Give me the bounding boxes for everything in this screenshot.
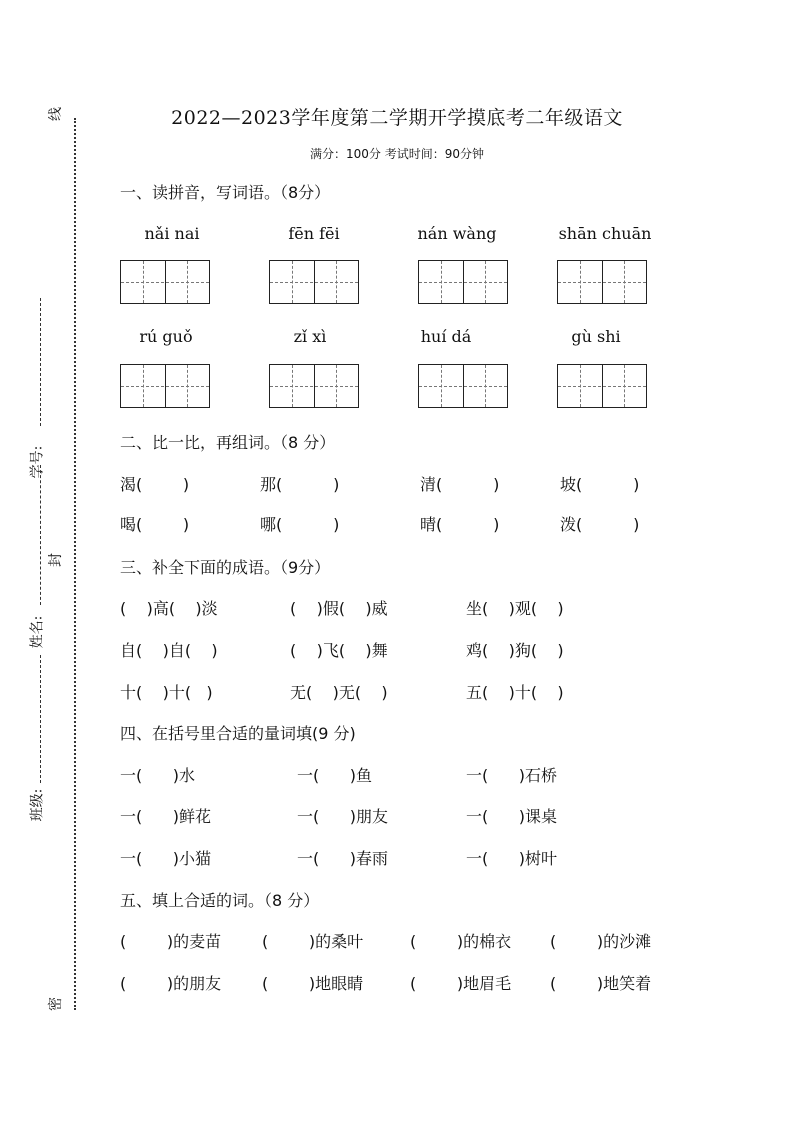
pinyin: rú guǒ [139, 327, 193, 346]
phrase-item[interactable]: ( )的棉衣 [410, 932, 512, 951]
exam-info: 满分：100分 考试时间：90分钟 [310, 147, 484, 161]
section-1-heading: 一、读拼音，写词语。（8分） [120, 183, 331, 202]
compare-item[interactable]: 坡( ) [560, 475, 640, 494]
pinyin: huí dá [420, 327, 472, 346]
phrase-item[interactable]: ( )地笑着 [550, 974, 652, 993]
section-2-heading: 二、比一比，再组词。（8 分） [120, 433, 336, 452]
section-3-heading: 三、补全下面的成语。（9分） [120, 558, 331, 577]
pinyin: shān chuān [558, 224, 652, 243]
compare-item[interactable]: 喝( ) [120, 515, 190, 534]
student-id-blank[interactable] [40, 298, 41, 426]
pinyin: fēn fēi [288, 224, 340, 243]
phrase-item[interactable]: ( )的朋友 [120, 974, 222, 993]
writing-grid[interactable] [557, 260, 647, 304]
measure-word-item[interactable]: 一( )春雨 [297, 849, 389, 868]
phrase-item[interactable]: ( )的麦苗 [120, 932, 222, 951]
pinyin: nǎi nai [144, 224, 200, 243]
phrase-item[interactable]: ( )地眉毛 [410, 974, 512, 993]
compare-item[interactable]: 泼( ) [560, 515, 640, 534]
measure-word-item[interactable]: 一( )树叶 [466, 849, 558, 868]
compare-item[interactable]: 晴( ) [420, 515, 500, 534]
phrase-item[interactable]: ( )的沙滩 [550, 932, 652, 951]
compare-item[interactable]: 渴( ) [120, 475, 190, 494]
idiom-item[interactable]: 无( )无( ) [290, 683, 388, 702]
pinyin: zǐ xì [293, 327, 327, 346]
measure-word-item[interactable]: 一( )水 [120, 766, 196, 785]
writing-grid[interactable] [557, 364, 647, 408]
writing-grid[interactable] [269, 260, 359, 304]
writing-grid[interactable] [120, 260, 210, 304]
phrase-item[interactable]: ( )的桑叶 [262, 932, 364, 951]
compare-item[interactable]: 清( ) [420, 475, 500, 494]
binding-label-mi: 密 [48, 997, 64, 1011]
measure-word-item[interactable]: 一( )小猫 [120, 849, 212, 868]
writing-grid[interactable] [418, 364, 508, 408]
class-label: 班级: [29, 788, 46, 822]
idiom-item[interactable]: 五( )十( ) [466, 683, 564, 702]
writing-grid[interactable] [120, 364, 210, 408]
binding-label-feng: 封 [48, 553, 64, 567]
student-id-label: 学号: [29, 445, 46, 479]
student-name-label: 姓名: [29, 615, 46, 649]
phrase-item[interactable]: ( )地眼睛 [262, 974, 364, 993]
pinyin: gù shi [571, 327, 621, 346]
idiom-item[interactable]: 十( )十( ) [120, 683, 213, 702]
idiom-item[interactable]: 坐( )观( ) [466, 599, 564, 618]
measure-word-item[interactable]: 一( )鲜花 [120, 807, 212, 826]
class-blank[interactable] [40, 655, 41, 783]
idiom-item[interactable]: ( )假( )威 [290, 599, 388, 618]
measure-word-item[interactable]: 一( )鱼 [297, 766, 373, 785]
measure-word-item[interactable]: 一( )石桥 [466, 766, 558, 785]
measure-word-item[interactable]: 一( )课桌 [466, 807, 558, 826]
pinyin: nán wàng [417, 224, 497, 243]
compare-item[interactable]: 那( ) [260, 475, 340, 494]
binding-dotted-line [74, 118, 76, 1010]
measure-word-item[interactable]: 一( )朋友 [297, 807, 389, 826]
writing-grid[interactable] [418, 260, 508, 304]
student-name-blank[interactable] [40, 465, 41, 605]
writing-grid[interactable] [269, 364, 359, 408]
binding-label-xian: 线 [48, 107, 64, 121]
idiom-item[interactable]: ( )飞( )舞 [290, 641, 388, 660]
page-title: 2022—2023学年度第二学期开学摸底考二年级语文 [171, 107, 623, 129]
section-4-heading: 四、在括号里合适的量词填(9 分) [120, 724, 356, 743]
idiom-item[interactable]: 鸡( )狗( ) [466, 641, 564, 660]
section-5-heading: 五、填上合适的词。（8 分） [120, 891, 320, 910]
idiom-item[interactable]: 自( )自( ) [120, 641, 218, 660]
compare-item[interactable]: 哪( ) [260, 515, 340, 534]
idiom-item[interactable]: ( )高( )淡 [120, 599, 218, 618]
